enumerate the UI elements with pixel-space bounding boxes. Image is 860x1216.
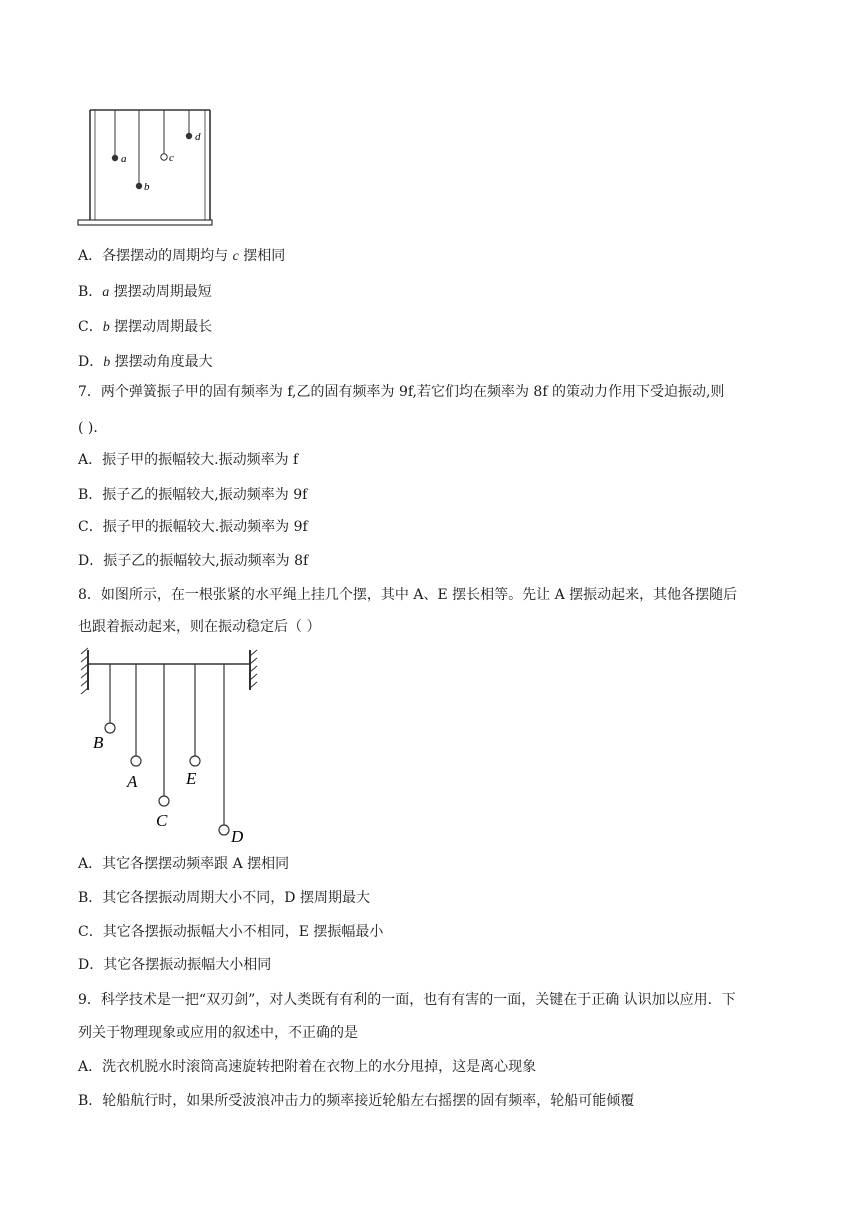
q8-option-a: A．其它各摆摆动频率跟 A 摆相同: [78, 856, 290, 872]
figure8-label-e: E: [186, 769, 197, 788]
q8-option-c: C．其它各摆振动振幅大小不相同，E 摆振幅最小: [78, 924, 384, 940]
q7-stem-line-2: ( ).: [78, 420, 98, 436]
q9-stem-line-1: 9．科学技术是一把“双刃剑”，对人类既有有利的一面，也有有害的一面，关键在于正确 认识加以应用．下: [78, 992, 736, 1008]
q9-option-a: A．洗衣机脱水时滚筒高速旋转把附着在衣物上的水分甩掉，这是离心现象: [78, 1059, 537, 1075]
q7-stem-line-1: 7．两个弹簧振子甲的固有频率为 f,乙的固有频率为 9f,若它们均在频率为 8f 的策动力作用下受迫振动,则: [78, 384, 725, 400]
figure6-label-b: b: [144, 181, 150, 193]
q9-stem-line-2: 列关于物理现象或应用的叙述中，不正确的是: [78, 1025, 358, 1041]
q7-option-b: B．振子乙的振幅较大,振动频率为 9f: [78, 487, 308, 503]
figure8-label-a: A: [127, 772, 138, 791]
figure8-label-d: D: [231, 827, 244, 846]
q6-option-c: C．b 摆摆动周期最长: [78, 319, 213, 335]
q7-option-a: A．振子甲的振幅较大.振动频率为 f: [78, 452, 299, 468]
q9-option-b: B．轮船航行时，如果所受波浪冲击力的频率接近轮船左右摇摆的固有频率，轮船可能倾覆: [78, 1093, 635, 1109]
q6-option-b: B．a 摆摆动周期最短: [78, 284, 212, 300]
q7-option-d: D．振子乙的振幅较大,振动频率为 8f: [78, 553, 309, 569]
q6-option-a: A．各摆摆动的周期均与 c 摆相同: [78, 248, 286, 264]
q8-option-d: D．其它各摆振动振幅大小相同: [78, 957, 272, 973]
pendulum-rope-figure: [78, 646, 278, 846]
figure8-label-b: B: [93, 733, 104, 752]
q7-option-c: C．振子甲的振幅较大.振动频率为 9f: [78, 519, 308, 535]
q6-option-d: D．b 摆摆动角度最大: [78, 354, 213, 370]
figure6-label-c: c: [169, 152, 174, 164]
q8-stem-line-1: 8．如图所示，在一根张紧的水平绳上挂几个摆，其中 A、E 摆长相等。先让 A 摆振动起来，其他各摆随后: [78, 587, 738, 603]
figure6-label-d: d: [195, 131, 201, 143]
figure6-label-a: a: [121, 153, 127, 165]
q8-stem-line-2: 也跟着振动起来，则在振动稳定后（ ）: [78, 619, 321, 635]
q8-option-b: B．其它各摆振动周期大小不同，D 摆周期最大: [78, 890, 370, 906]
figure8-label-c: C: [156, 811, 168, 830]
pendulum-frame-figure: [76, 104, 216, 234]
